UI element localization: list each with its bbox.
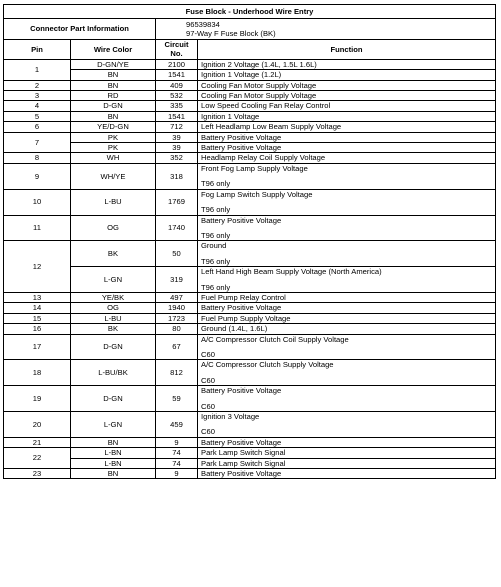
function-text: Ground	[201, 241, 227, 251]
function-text: Headlamp Relay Coil Supply Voltage	[201, 153, 326, 163]
pin-cell: 5	[4, 111, 71, 121]
table-title: Fuse Block - Underhood Wire Entry	[4, 5, 496, 19]
circuit-number-cell: 39	[156, 132, 198, 142]
table-row	[4, 386, 496, 412]
wire-color-cell: D-GN/YE	[71, 59, 156, 69]
header-pin: Pin	[4, 40, 71, 60]
table-row	[4, 303, 496, 313]
pin-cell: 1	[4, 59, 71, 80]
wire-color-cell: YE/BK	[71, 292, 156, 302]
table-row	[4, 267, 496, 293]
function-text: Battery Positive Voltage	[201, 215, 282, 225]
circuit-number-cell: 1723	[156, 313, 198, 323]
function-text: Cooling Fan Motor Supply Voltage	[201, 80, 317, 90]
circuit-number-cell: 335	[156, 101, 198, 111]
function-text: Ignition 1 Voltage (1.2L)	[201, 70, 282, 80]
pin-cell: 11	[4, 215, 71, 241]
wire-color-cell: D-GN	[71, 334, 156, 360]
function-cell	[198, 122, 496, 132]
function-note: T96 only	[201, 205, 231, 215]
pin-cell: 16	[4, 324, 71, 334]
table-row	[4, 360, 496, 386]
function-text: Fog Lamp Switch Supply Voltage	[201, 189, 313, 199]
function-cell	[198, 163, 496, 189]
table-row	[4, 412, 496, 438]
function-text: Ignition 3 Voltage	[201, 412, 260, 421]
table-row	[4, 189, 496, 215]
connector-info-value	[156, 19, 496, 40]
table-row	[4, 101, 496, 111]
table-row	[4, 111, 496, 121]
wire-color-cell: BK	[71, 324, 156, 334]
table-row	[4, 215, 496, 241]
function-note: C60	[201, 375, 215, 385]
function-cell	[198, 111, 496, 121]
wire-color-cell: PK	[71, 143, 156, 153]
circuit-number-cell: 39	[156, 143, 198, 153]
function-text: Left Hand High Beam Supply Voltage (North America)	[201, 267, 382, 277]
pin-cell: 15	[4, 313, 71, 323]
function-text: Left Headlamp Low Beam Supply Voltage	[201, 122, 342, 132]
pin-cell: 4	[4, 101, 71, 111]
pin-cell: 2	[4, 80, 71, 90]
function-text: Front Fog Lamp Supply Voltage	[201, 163, 308, 173]
header-row	[4, 40, 496, 60]
wire-color-cell: RD	[71, 91, 156, 101]
pin-cell: 21	[4, 437, 71, 447]
circuit-number-cell: 1740	[156, 215, 198, 241]
circuit-number-cell: 59	[156, 386, 198, 412]
function-text: Low Speed Cooling Fan Relay Control	[201, 101, 331, 111]
circuit-number-cell: 459	[156, 412, 198, 438]
function-note: C60	[201, 401, 215, 411]
wire-color-cell: L-BU/BK	[71, 360, 156, 386]
function-text: Battery Positive Voltage	[201, 437, 282, 447]
function-cell	[198, 324, 496, 334]
function-text: Battery Positive Voltage	[201, 469, 282, 479]
circuit-number-cell: 50	[156, 241, 198, 267]
function-cell	[198, 59, 496, 69]
function-text: Fuel Pump Relay Control	[201, 292, 286, 302]
wire-color-cell: BN	[71, 437, 156, 447]
wire-color-cell: BN	[71, 111, 156, 121]
function-note: T96 only	[201, 256, 231, 266]
connector-description: 97-Way F Fuse Block (BK)	[186, 29, 276, 38]
pin-cell: 13	[4, 292, 71, 302]
circuit-number-cell: 712	[156, 122, 198, 132]
circuit-number-cell: 9	[156, 469, 198, 479]
pin-cell: 9	[4, 163, 71, 189]
function-note: C60	[201, 349, 215, 359]
wire-color-cell: WH/YE	[71, 163, 156, 189]
connector-info-label: Connector Part Information	[4, 19, 156, 40]
table-row	[4, 122, 496, 132]
table-row	[4, 334, 496, 360]
function-note: T96 only	[201, 179, 231, 189]
wire-color-cell: D-GN	[71, 386, 156, 412]
pin-cell: 7	[4, 132, 71, 153]
table-row	[4, 59, 496, 69]
wire-color-cell: BN	[71, 80, 156, 90]
function-cell	[198, 267, 496, 293]
function-text: Battery Positive Voltage	[201, 303, 282, 313]
title-row	[4, 5, 496, 19]
circuit-number-cell: 2100	[156, 59, 198, 69]
function-cell	[198, 189, 496, 215]
table-row	[4, 437, 496, 447]
connector-info-row	[4, 19, 496, 40]
wire-color-cell: L-BN	[71, 448, 156, 458]
function-cell	[198, 143, 496, 153]
table-row	[4, 153, 496, 163]
circuit-number-cell: 319	[156, 267, 198, 293]
circuit-number-cell: 1940	[156, 303, 198, 313]
function-cell	[198, 469, 496, 479]
function-text: A/C Compressor Clutch Coil Supply Voltage	[201, 334, 349, 344]
wire-color-cell: WH	[71, 153, 156, 163]
function-cell	[198, 313, 496, 323]
function-text: Park Lamp Switch Signal	[201, 448, 286, 458]
pin-cell: 8	[4, 153, 71, 163]
header-wire-color: Wire Color	[71, 40, 156, 60]
wire-color-cell: L-BN	[71, 458, 156, 468]
wire-color-cell: YE/D-GN	[71, 122, 156, 132]
table-row	[4, 70, 496, 80]
circuit-number-cell: 812	[156, 360, 198, 386]
function-note: T96 only	[201, 230, 231, 240]
function-cell	[198, 91, 496, 101]
pin-cell: 20	[4, 412, 71, 438]
fuse-block-table	[3, 4, 496, 479]
connector-part-number: 96539834	[186, 19, 220, 29]
wire-color-cell: L-GN	[71, 267, 156, 293]
circuit-number-cell: 1769	[156, 189, 198, 215]
function-text: Ground (1.4L, 1.6L)	[201, 324, 268, 334]
wire-color-cell: L-BU	[71, 313, 156, 323]
table-row	[4, 313, 496, 323]
wire-color-cell: BN	[71, 70, 156, 80]
header-circuit-no: Circuit No.	[156, 40, 198, 60]
function-text: Ignition 2 Voltage (1.4L, 1.5L 1.6L)	[201, 59, 317, 69]
wire-color-cell: BK	[71, 241, 156, 267]
circuit-number-cell: 67	[156, 334, 198, 360]
pin-cell: 19	[4, 386, 71, 412]
circuit-number-cell: 74	[156, 448, 198, 458]
circuit-number-cell: 409	[156, 80, 198, 90]
function-cell	[198, 303, 496, 313]
function-cell	[198, 70, 496, 80]
wire-color-cell: OG	[71, 303, 156, 313]
pin-cell: 22	[4, 448, 71, 469]
wire-color-cell: PK	[71, 132, 156, 142]
circuit-number-cell: 352	[156, 153, 198, 163]
function-cell	[198, 437, 496, 447]
header-function: Function	[198, 40, 496, 60]
pin-cell: 3	[4, 91, 71, 101]
circuit-number-cell: 318	[156, 163, 198, 189]
table-row	[4, 448, 496, 458]
function-text: A/C Compressor Clutch Supply Voltage	[201, 360, 334, 370]
pin-cell: 23	[4, 469, 71, 479]
function-text: Battery Positive Voltage	[201, 386, 282, 396]
function-cell	[198, 153, 496, 163]
table-row	[4, 80, 496, 90]
circuit-number-cell: 9	[156, 437, 198, 447]
function-cell	[198, 334, 496, 360]
table-row	[4, 132, 496, 142]
table-row	[4, 91, 496, 101]
wire-color-cell: D-GN	[71, 101, 156, 111]
function-cell	[198, 360, 496, 386]
function-cell	[198, 101, 496, 111]
function-note: C60	[201, 427, 215, 437]
wire-color-cell: L-GN	[71, 412, 156, 438]
table-row	[4, 324, 496, 334]
pin-cell: 17	[4, 334, 71, 360]
function-cell	[198, 215, 496, 241]
pin-cell: 6	[4, 122, 71, 132]
table-row	[4, 163, 496, 189]
circuit-number-cell: 497	[156, 292, 198, 302]
function-cell	[198, 412, 496, 438]
circuit-number-cell: 532	[156, 91, 198, 101]
function-cell	[198, 132, 496, 142]
pin-rows	[4, 59, 496, 479]
function-text: Battery Positive Voltage	[201, 143, 282, 153]
circuit-number-cell: 1541	[156, 70, 198, 80]
table-row	[4, 469, 496, 479]
function-text: Ignition 1 Voltage	[201, 111, 260, 121]
table-row	[4, 241, 496, 267]
pin-cell: 12	[4, 241, 71, 293]
pin-cell: 14	[4, 303, 71, 313]
function-cell	[198, 292, 496, 302]
pin-cell: 10	[4, 189, 71, 215]
wire-color-cell: OG	[71, 215, 156, 241]
function-text: Fuel Pump Supply Voltage	[201, 313, 291, 323]
table-row	[4, 143, 496, 153]
circuit-number-cell: 80	[156, 324, 198, 334]
function-text: Battery Positive Voltage	[201, 132, 282, 142]
function-cell	[198, 80, 496, 90]
function-cell	[198, 458, 496, 468]
circuit-number-cell: 1541	[156, 111, 198, 121]
function-text: Cooling Fan Motor Supply Voltage	[201, 91, 317, 101]
function-cell	[198, 448, 496, 458]
table-row	[4, 292, 496, 302]
pin-cell: 18	[4, 360, 71, 386]
function-cell	[198, 241, 496, 267]
wire-color-cell: BN	[71, 469, 156, 479]
wire-color-cell: L-BU	[71, 189, 156, 215]
table-row	[4, 458, 496, 468]
function-text: Park Lamp Switch Signal	[201, 458, 286, 468]
function-note: T96 only	[201, 282, 231, 292]
circuit-number-cell: 74	[156, 458, 198, 468]
function-cell	[198, 386, 496, 412]
